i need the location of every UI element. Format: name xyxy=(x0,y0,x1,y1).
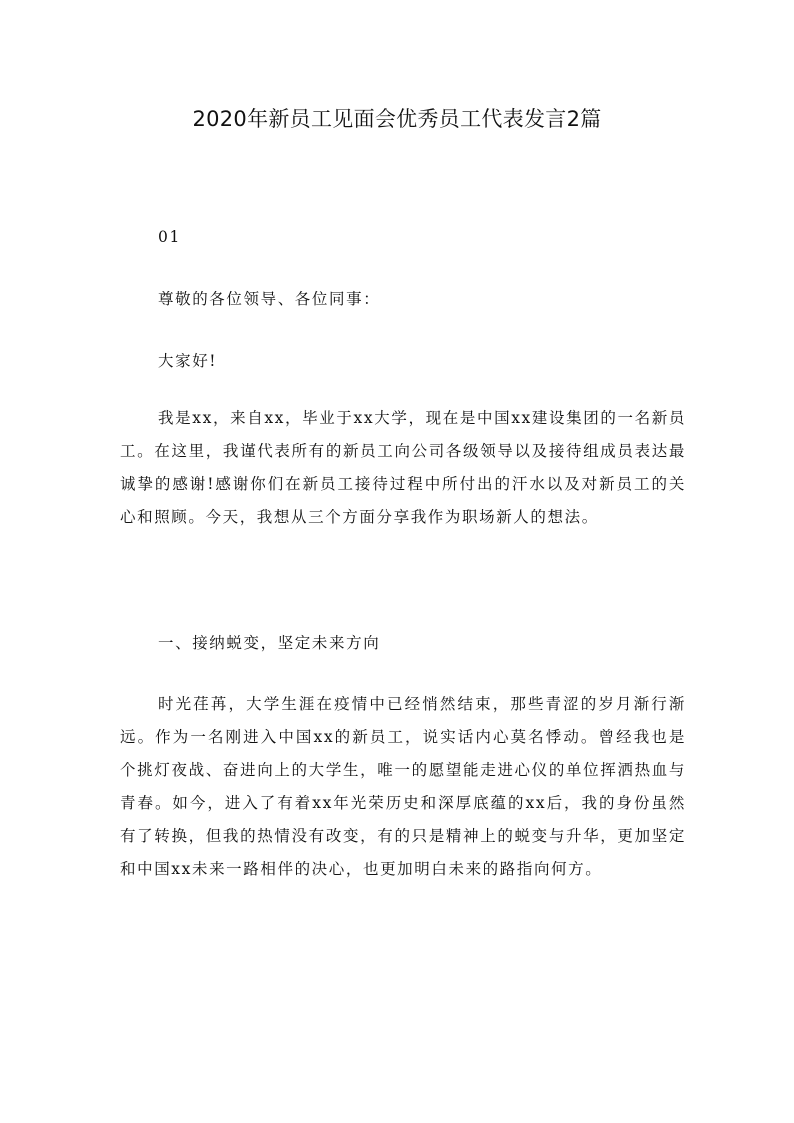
salutation: 尊敬的各位领导、各位同事： xyxy=(158,290,381,308)
intro-paragraph: 我是xx，来自xx，毕业于xx大学，现在是中国xx建设集团的一名新员工。在这里，我谨代表所有的新员工向公司各级领导以及接待组成员表达最诚挚的感谢!感谢你们在新员工接待过程中所付出的汗水以及对新员工的关心和照顾。今天，我想从三个方面分享我作为职场新人的想法。 xyxy=(120,409,686,526)
section-1-paragraph: 时光荏苒，大学生涯在疫情中已经悄然结束，那些青涩的岁月渐行渐远。作为一名刚进入中国xx的新员工，说实话内心莫名悸动。曾经我也是个挑灯夜战、奋进向上的大学生，唯一的愿望能走进心仪的单位挥洒热血与青春。如今，进入了有着xx年光荣历史和深厚底蕴的xx后，我的身份虽然有了转换，但我的热情没有改变，有的只是精神上的蜕变与升华，更加坚定和中国xx未来一路相伴的决心，也更加明白未来的路指向何方。 xyxy=(120,695,686,878)
greeting: 大家好! xyxy=(158,352,218,370)
document-title: 2020年新员工见面会优秀员工代表发言2篇 xyxy=(192,107,602,131)
section-heading-1: 一、接纳蜕变，坚定未来方向 xyxy=(158,634,381,652)
section-number: 01 xyxy=(158,228,181,246)
